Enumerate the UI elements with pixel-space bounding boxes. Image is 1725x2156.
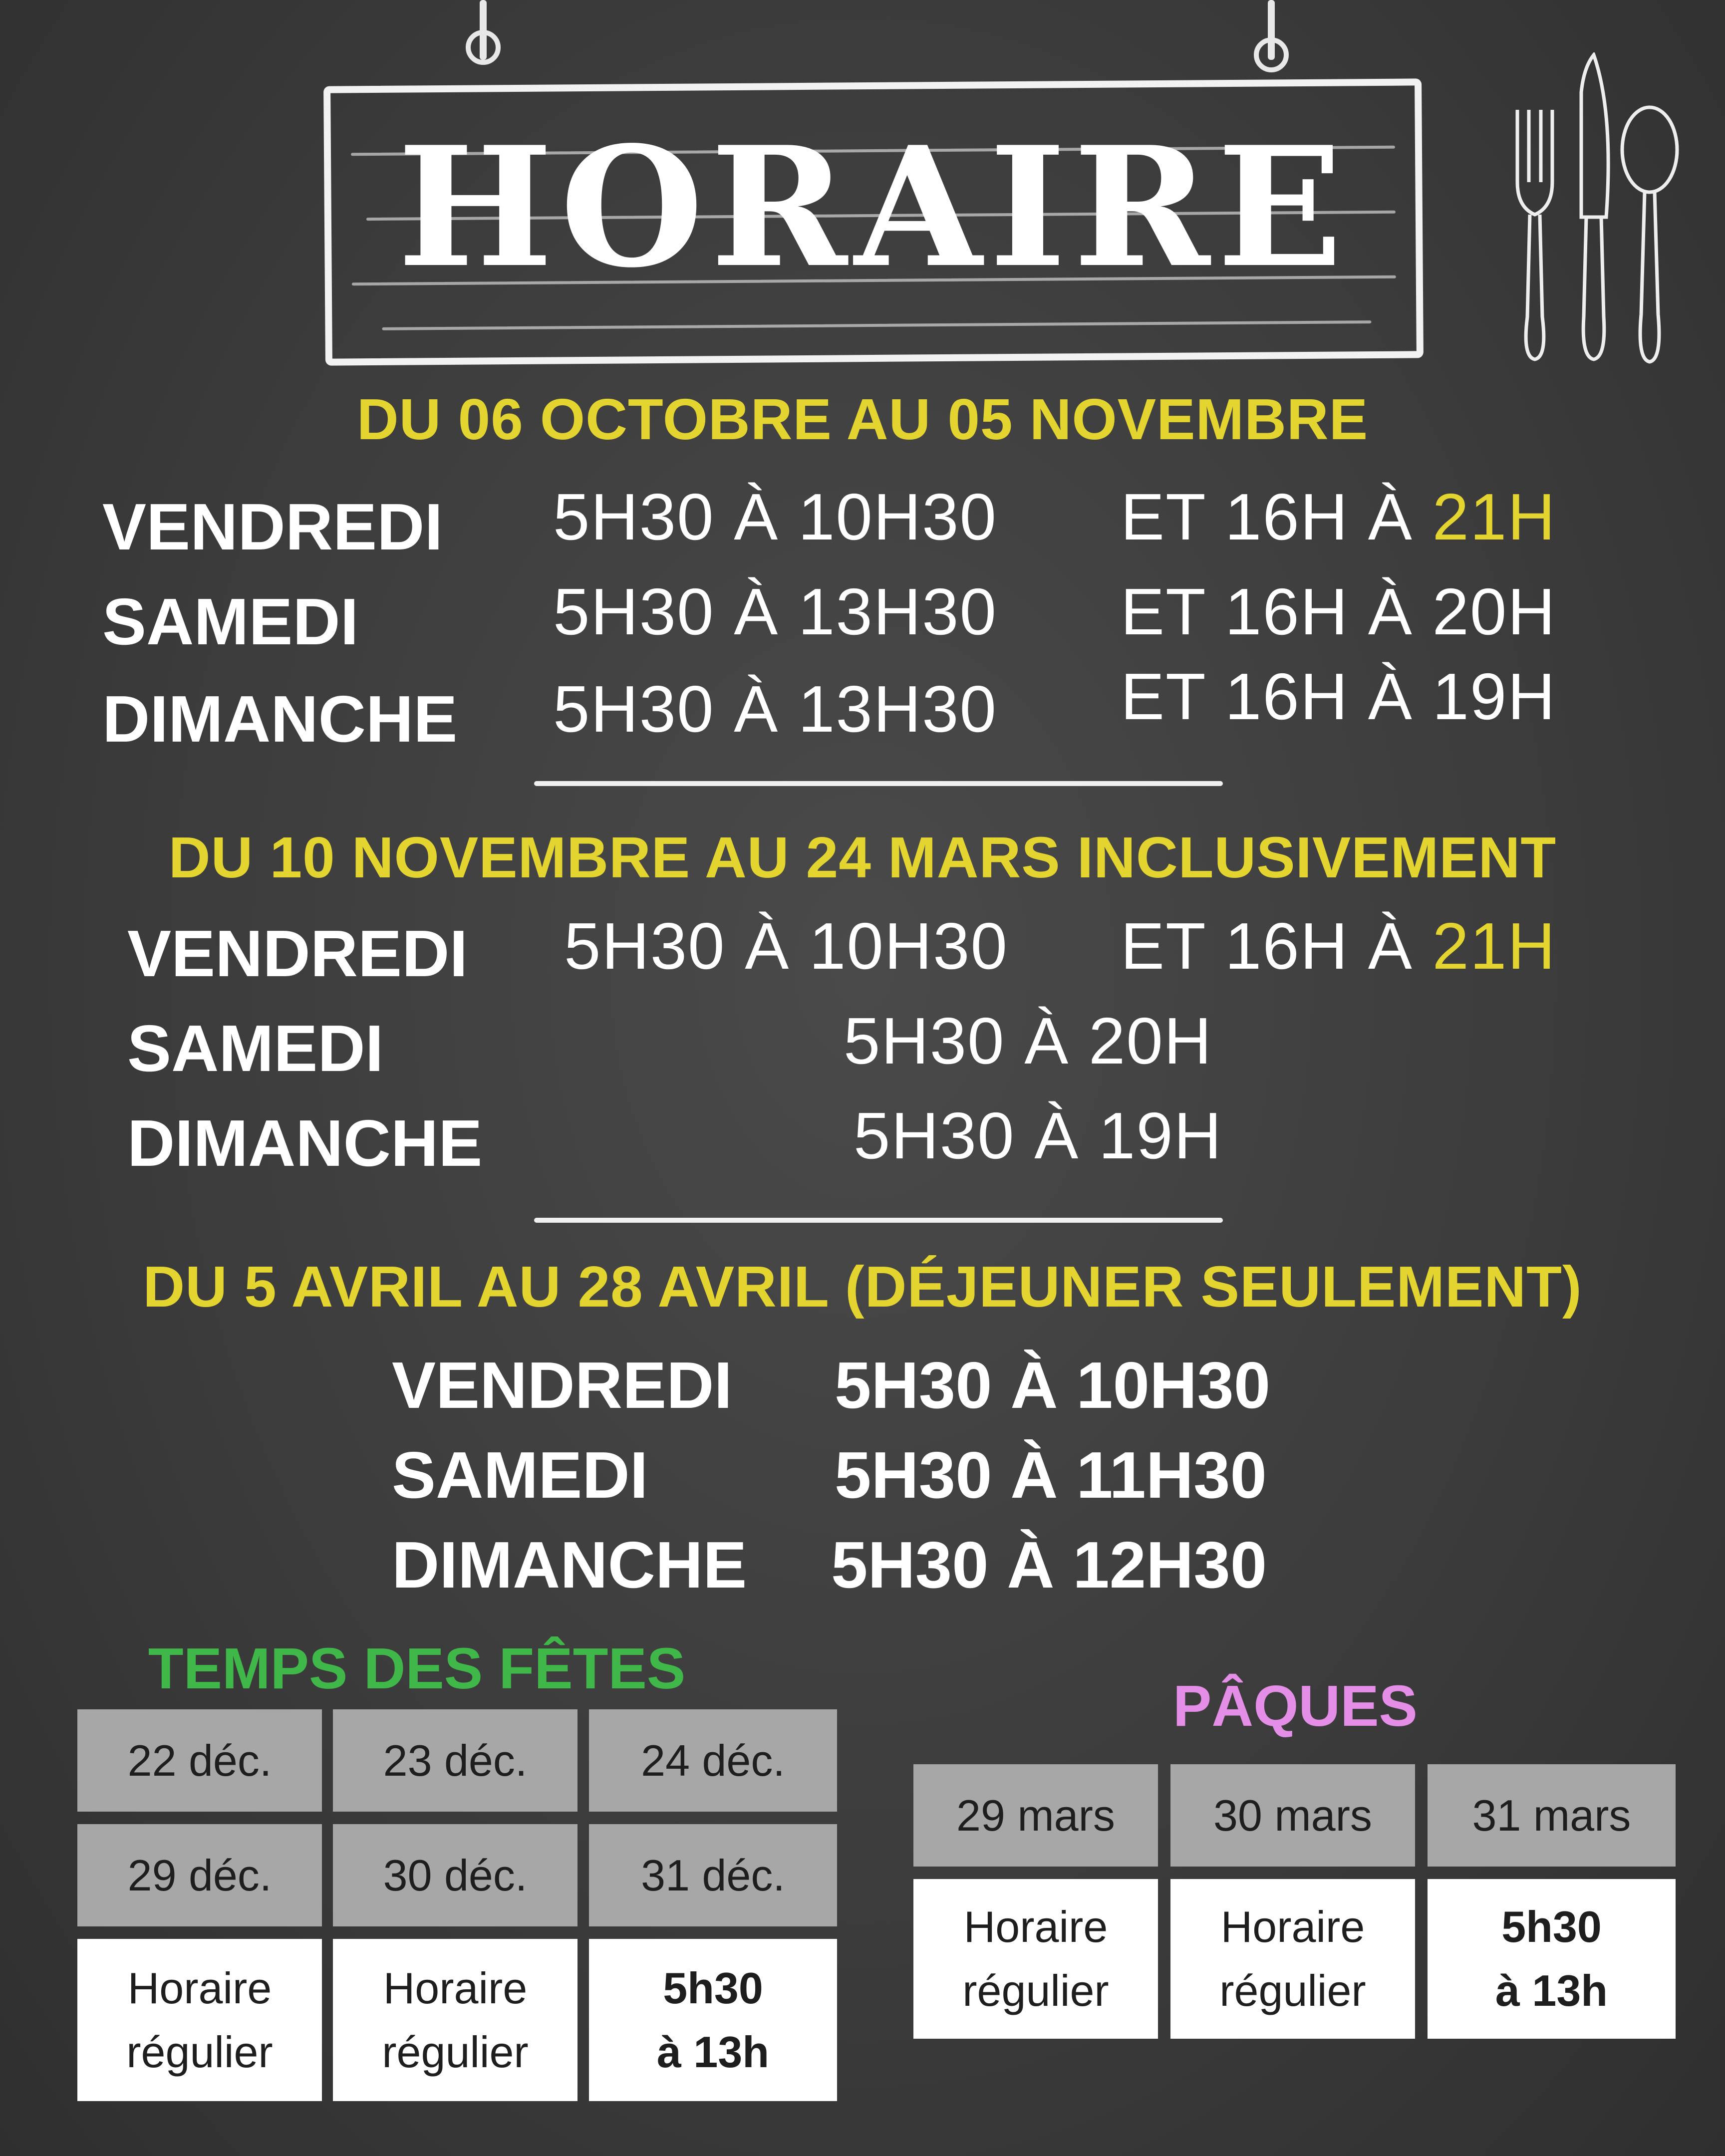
evening-prefix: ET 16H À (1121, 909, 1433, 983)
holiday-date-cell: 31 déc. (589, 1824, 837, 1926)
evening-end-highlight: 21H (1432, 909, 1556, 983)
period-1-day-sunday: DIMANCHE (102, 682, 458, 756)
easter-title: PÂQUES (1173, 1673, 1418, 1738)
period-3-heading: DU 5 AVRIL AU 28 AVRIL (DÉJEUNER SEULEMENT) (143, 1254, 1582, 1319)
period-3-day-saturday: SAMEDI (392, 1438, 648, 1512)
holiday-hours-cell: 5h30 à 13h (589, 1939, 837, 2101)
easter-date-cell: 29 mars (913, 1764, 1158, 1867)
holiday-hours-cell: Horaire régulier (333, 1939, 577, 2101)
easter-hours-cell: Horaire régulier (1170, 1879, 1415, 2039)
holiday-date-cell: 30 déc. (333, 1824, 577, 1926)
divider-2 (534, 1218, 1223, 1223)
spoon-icon (1617, 105, 1682, 364)
knife-icon (1571, 52, 1616, 362)
period-3-sunday-hours: 5H30 À 12H30 (831, 1528, 1267, 1602)
period-1-sunday-evening: ET 16H À 19H (1121, 660, 1556, 733)
divider-1 (534, 781, 1223, 786)
evening-end-highlight: 21H (1432, 480, 1556, 553)
page-title: HORAIRE (397, 110, 1350, 304)
period-3-saturday-hours: 5H30 À 11H30 (835, 1438, 1267, 1512)
period-3-friday-hours: 5H30 À 10H30 (835, 1348, 1271, 1422)
period-1-day-saturday: SAMEDI (102, 585, 359, 658)
period-3-day-sunday: DIMANCHE (392, 1528, 747, 1602)
period-2-day-saturday: SAMEDI (127, 1012, 384, 1085)
period-2-heading: DU 10 NOVEMBRE AU 24 MARS INCLUSIVEMENT (168, 825, 1557, 890)
sign-knot-left (466, 30, 501, 65)
sign-knot-right (1254, 37, 1289, 72)
period-1-sunday-morning: 5H30 À 13H30 (553, 672, 997, 746)
period-1-friday-morning: 5H30 À 10H30 (553, 480, 997, 553)
period-2-day-friday: VENDREDI (127, 917, 468, 990)
period-2-friday-evening (1121, 909, 1556, 983)
holiday-date-cell: 23 déc. (333, 1709, 577, 1812)
period-2-saturday-hours: 5H30 À 20H (844, 1004, 1213, 1078)
easter-hours-cell: Horaire régulier (913, 1879, 1158, 2039)
easter-hours-cell: 5h30 à 13h (1428, 1879, 1676, 2039)
easter-date-cell: 30 mars (1170, 1764, 1415, 1867)
period-1-day-friday: VENDREDI (102, 490, 443, 563)
evening-prefix: ET 16H À (1121, 480, 1433, 553)
period-1-friday-evening (1121, 480, 1556, 553)
period-3-day-friday: VENDREDI (392, 1348, 733, 1422)
period-2-friday-morning: 5H30 À 10H30 (564, 909, 1008, 983)
holiday-hours-cell: Horaire régulier (77, 1939, 322, 2101)
period-1-saturday-evening: ET 16H À 20H (1121, 575, 1556, 648)
period-1-heading: DU 06 OCTOBRE AU 05 NOVEMBRE (356, 387, 1369, 452)
period-1-saturday-morning: 5H30 À 13H30 (553, 575, 997, 648)
holiday-date-cell: 29 déc. (77, 1824, 322, 1926)
holidays-title: TEMPS DES FÊTES (148, 1636, 686, 1701)
fork-icon (1512, 107, 1557, 362)
period-2-sunday-hours: 5H30 À 19H (854, 1099, 1223, 1172)
holiday-date-cell: 24 déc. (589, 1709, 837, 1812)
period-2-day-sunday: DIMANCHE (127, 1106, 483, 1180)
holiday-date-cell: 22 déc. (77, 1709, 322, 1812)
easter-date-cell: 31 mars (1428, 1764, 1676, 1867)
